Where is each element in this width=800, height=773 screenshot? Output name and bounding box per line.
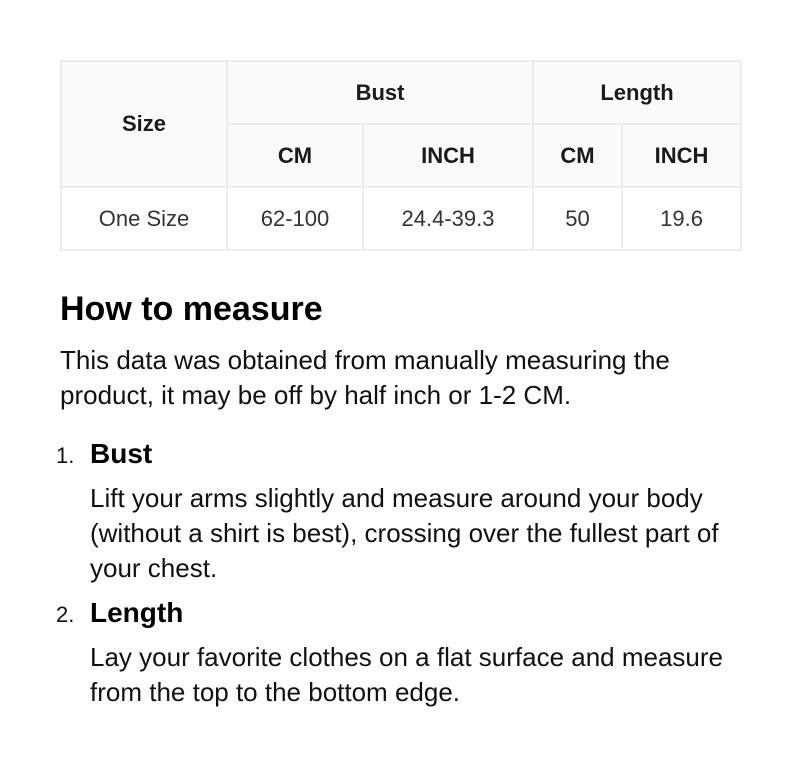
header-bust: Bust xyxy=(227,61,533,124)
table-row xyxy=(61,187,741,250)
table-header-row xyxy=(61,61,741,124)
measure-steps xyxy=(56,437,740,710)
header-length-cm: CM xyxy=(533,124,622,187)
step-number: 2. xyxy=(56,602,75,627)
step-number: 1. xyxy=(56,443,75,468)
list-item xyxy=(56,596,740,710)
header-length: Length xyxy=(533,61,741,124)
list-item xyxy=(56,437,740,586)
step-text-bust: Lift your arms slightly and measure around your body (without a shirt is best), crossing over the fullest part of your chest. xyxy=(90,483,719,583)
how-to-measure-intro: This data was obtained from manually measuring the product, it may be off by half inch or 1-2 CM. xyxy=(60,345,670,410)
cell-bust-inch: 24.4-39.3 xyxy=(363,187,533,250)
header-length-inch: INCH xyxy=(622,124,741,187)
cell-bust-cm: 62-100 xyxy=(227,187,363,250)
how-to-measure-title: How to measure xyxy=(60,290,323,328)
step-title-bust: Bust xyxy=(90,438,153,469)
header-size: Size xyxy=(61,61,227,187)
cell-length-inch: 19.6 xyxy=(622,187,741,250)
cell-size: One Size xyxy=(61,187,227,250)
step-title-length: Length xyxy=(90,597,184,628)
step-text-length: Lay your favorite clothes on a flat surface and measure from the top to the bottom edge. xyxy=(90,642,724,707)
size-table xyxy=(60,60,742,251)
size-guide xyxy=(56,60,740,720)
header-bust-cm: CM xyxy=(227,124,363,187)
header-bust-inch: INCH xyxy=(363,124,533,187)
cell-length-cm: 50 xyxy=(533,187,622,250)
